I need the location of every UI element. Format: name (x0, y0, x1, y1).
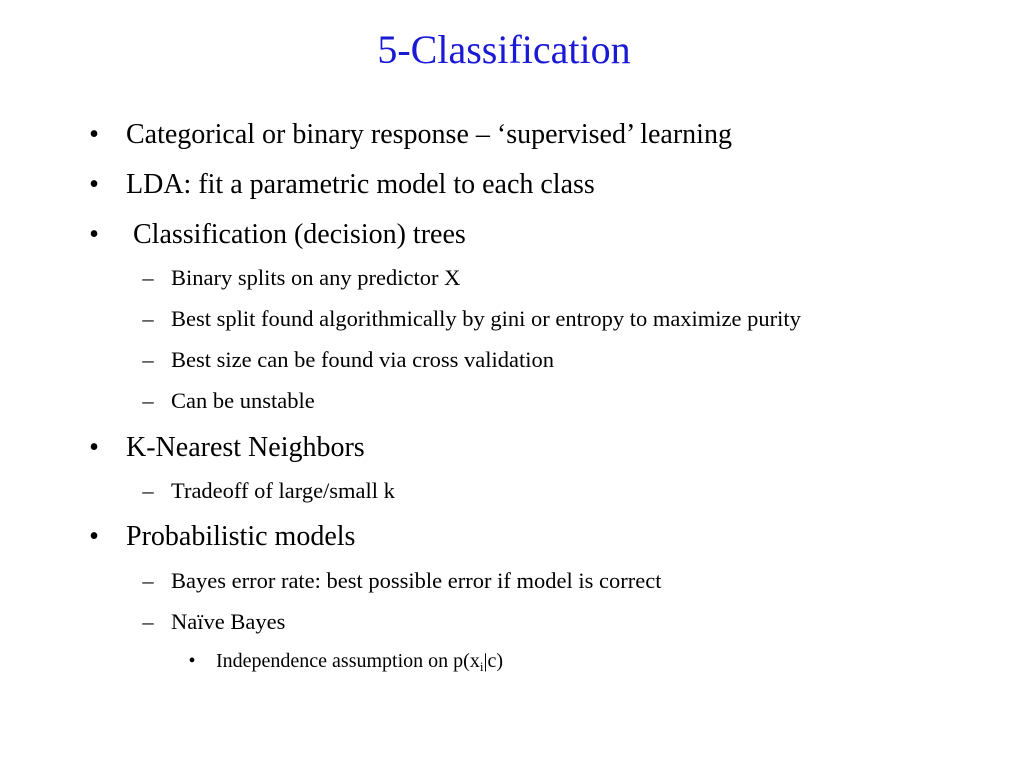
sub-list-item-text: Naïve Bayes (171, 609, 286, 634)
sub-sub-list-item-text (216, 648, 503, 676)
bullet-icon: • (89, 432, 99, 463)
dash-icon: – (142, 388, 154, 413)
dash-icon: – (142, 306, 154, 331)
bullet-icon: • (188, 650, 196, 672)
sub-list-item-text: Tradeoff of large/small k (171, 478, 395, 503)
formula-text-before: Independence assumption on p(x (216, 650, 480, 672)
list-item-text: Categorical or binary response – ‘supervised’ learning (126, 119, 732, 150)
sub-list-item-text: Best size can be found via cross validation (171, 347, 555, 372)
bullet-icon: • (89, 119, 99, 150)
dash-icon: – (142, 568, 154, 593)
bullet-icon: • (89, 169, 99, 200)
dash-icon: – (142, 609, 154, 634)
bullet-icon: • (89, 521, 99, 552)
dash-icon: – (142, 265, 154, 290)
dash-icon: – (142, 347, 154, 372)
list-item-text: Classification (decision) trees (126, 219, 466, 250)
list-item-text: LDA: fit a parametric model to each class (126, 169, 595, 200)
sub-list-item-text: Best split found algorithmically by gini or entropy to maximize purity (171, 306, 801, 331)
subscript-index: i (479, 659, 484, 674)
bullet-icon: • (89, 219, 99, 250)
formula-text-after: |c) (483, 650, 503, 672)
list-item-text: Probabilistic models (126, 521, 356, 552)
sub-list-item-text: Can be unstable (171, 388, 315, 413)
sub-list-item-text: Binary splits on any predictor X (171, 265, 461, 290)
list-item-text: K-Nearest Neighbors (126, 432, 365, 463)
slide-title: 5-Classification (377, 27, 631, 72)
sub-list-item-text: Bayes error rate: best possible error if model is correct (171, 568, 662, 593)
dash-icon: – (142, 478, 154, 503)
